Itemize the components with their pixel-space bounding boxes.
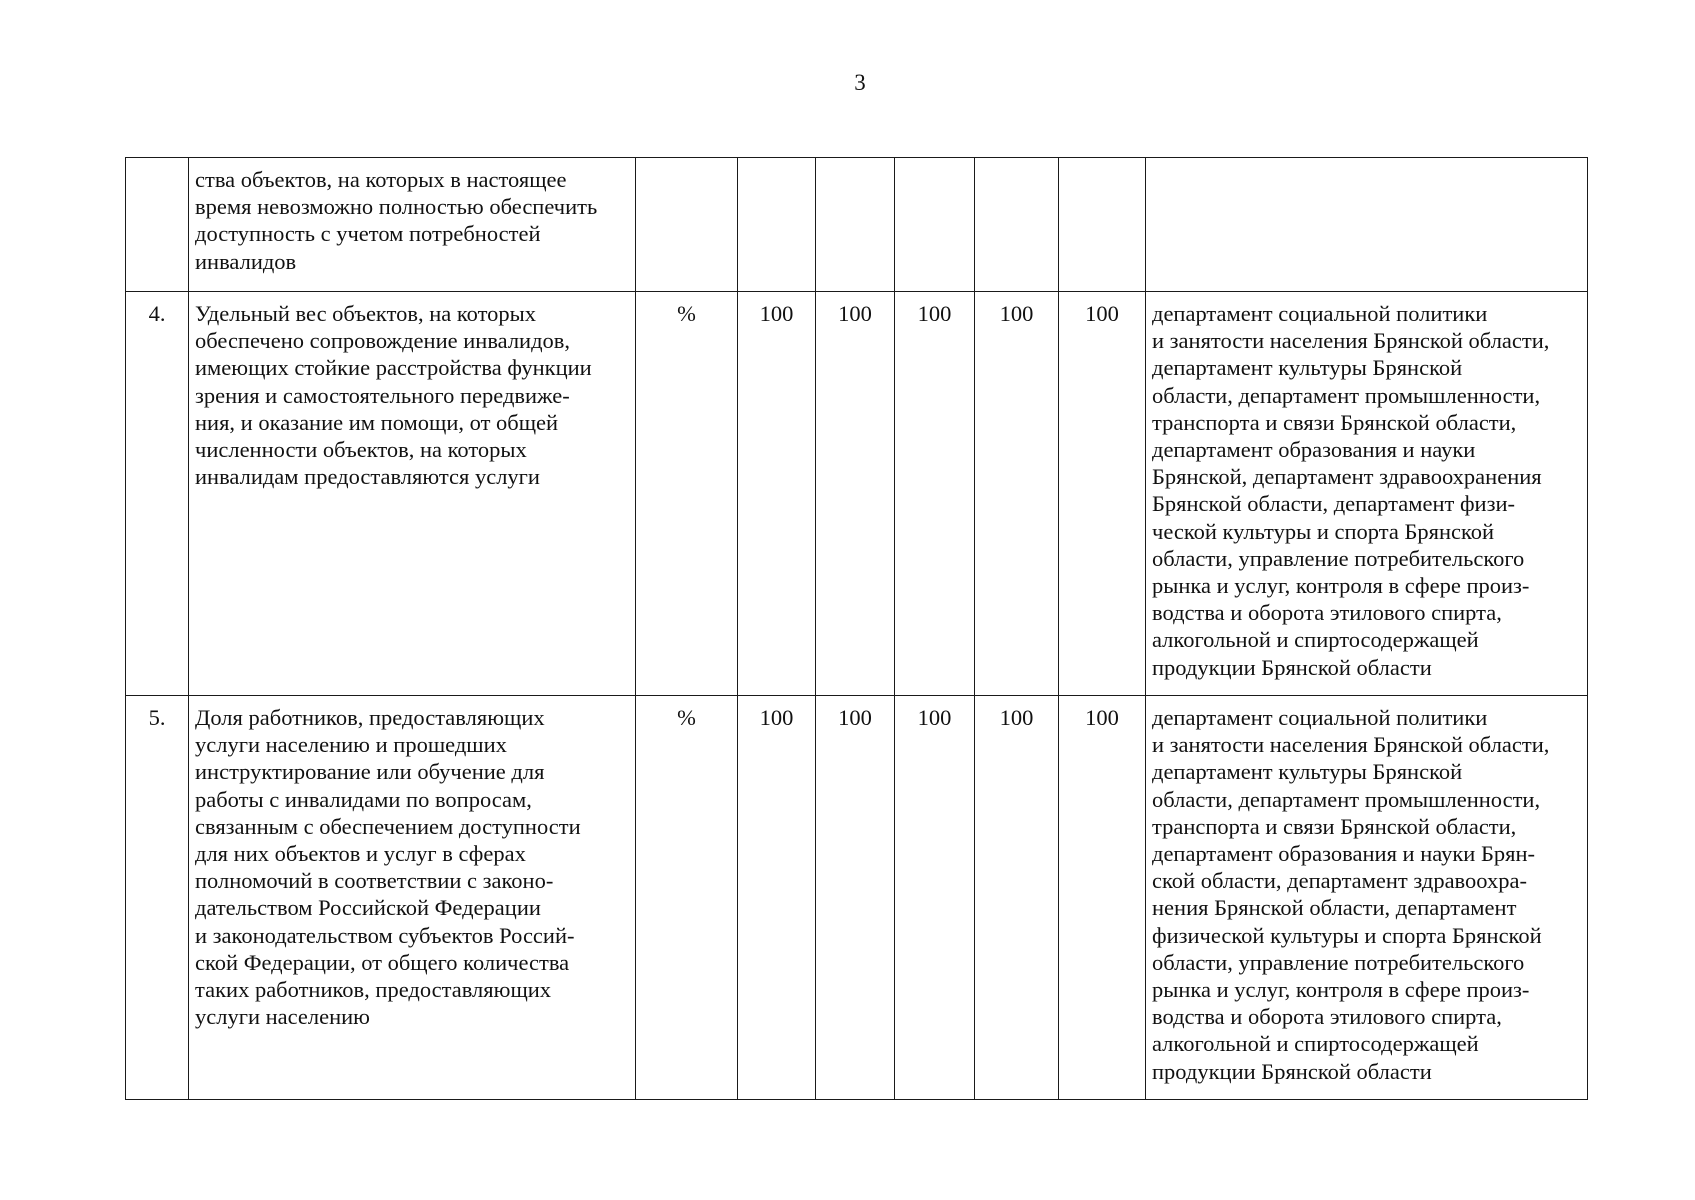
value-cell-5: 100 — [1059, 696, 1146, 1100]
executor-line: департамент социальной политики — [1152, 301, 1488, 326]
executors-cell — [1146, 158, 1588, 292]
value-cell-3: 100 — [895, 292, 975, 696]
description-line: обеспечено сопровождение инвалидов, — [195, 328, 571, 354]
executor-line: департамент образования и науки — [1152, 437, 1476, 463]
executor-line: Брянской, департамент здравоохранения — [1152, 464, 1542, 490]
unit-cell: % — [636, 696, 738, 1100]
description-line: Удельный вес объектов, на которых — [195, 301, 537, 326]
executor-line: области, департамент промышленности, — [1152, 786, 1541, 812]
executors-cell — [1146, 696, 1588, 1100]
executor-line: продукции Брянской области — [1152, 654, 1432, 680]
description-line: инвалидам предоставляются услуги — [195, 464, 540, 490]
description-line: имеющих стойкие расстройства функции — [195, 355, 592, 381]
description-line: зрения и самостоятельного передвиже- — [195, 382, 570, 408]
indicator-description-cell — [189, 292, 636, 696]
description-line: инструктирование или обучение для — [195, 759, 545, 785]
table-row — [126, 696, 1588, 1100]
executor-line: рынка и услуг, контроля в сфере произ- — [1152, 977, 1530, 1003]
executor-line: и занятости населения Брянской области, — [1152, 328, 1550, 354]
description-line: работы с инвалидами по вопросам, — [195, 786, 532, 812]
executor-line: ческой культуры и спорта Брянской — [1152, 518, 1495, 544]
page-number: 3 — [854, 70, 866, 95]
executor-line: водства и оборота этилового спирта, — [1152, 600, 1502, 626]
description-line: доступность с учетом потребностей — [195, 221, 541, 247]
value-cell-1 — [738, 158, 816, 292]
executor-line: департамент культуры Брянской — [1152, 355, 1463, 381]
indicator-description-cell — [189, 696, 636, 1100]
value-cell-2 — [816, 158, 895, 292]
value-cell-2: 100 — [816, 292, 895, 696]
executor-line: ской области, департамент здравоохра- — [1152, 868, 1527, 894]
value-cell-5 — [1059, 158, 1146, 292]
value-cell-2: 100 — [816, 696, 895, 1100]
value-cell-1: 100 — [738, 292, 816, 696]
executor-line: департамент образования и науки Брян- — [1152, 841, 1535, 867]
value-cell-4: 100 — [975, 292, 1059, 696]
value-cell-3: 100 — [895, 696, 975, 1100]
description-line: дательством Российской Федерации — [195, 895, 541, 921]
executor-line: области, управление потребительского — [1152, 949, 1525, 975]
description-line: инвалидов — [195, 248, 297, 274]
executor-line: области, управление потребительского — [1152, 545, 1525, 571]
executor-line: рынка и услуг, контроля в сфере произ- — [1152, 573, 1530, 599]
executor-line: алкогольной и спиртосодержащей — [1152, 627, 1479, 653]
unit-cell: % — [636, 292, 738, 696]
value-cell-1: 100 — [738, 696, 816, 1100]
executor-line: нения Брянской области, департамент — [1152, 895, 1517, 921]
executor-line: продукции Брянской области — [1152, 1058, 1432, 1084]
executor-line: алкогольной и спиртосодержащей — [1152, 1031, 1479, 1057]
description-line: Доля работников, предоставляющих — [195, 705, 545, 730]
executor-line: транспорта и связи Брянской области, — [1152, 409, 1517, 435]
executor-line: области, департамент промышленности, — [1152, 382, 1541, 408]
description-line: ства объектов, на которых в настоящее — [195, 167, 567, 192]
row-number-cell: 5. — [126, 696, 189, 1100]
indicator-description-cell — [189, 158, 636, 292]
description-line: услуги населению — [195, 1004, 370, 1030]
executor-line: и занятости населения Брянской области, — [1152, 732, 1550, 758]
indicators-table — [125, 157, 1588, 1100]
value-cell-5: 100 — [1059, 292, 1146, 696]
table-row — [126, 158, 1588, 292]
description-line: полномочий в соответствии с законо- — [195, 868, 554, 894]
executor-line: департамент социальной политики — [1152, 705, 1488, 730]
executor-line: департамент культуры Брянской — [1152, 759, 1463, 785]
value-cell-4 — [975, 158, 1059, 292]
executor-line: водства и оборота этилового спирта, — [1152, 1004, 1502, 1030]
table-body — [126, 158, 1588, 1100]
description-line: таких работников, предоставляющих — [195, 977, 552, 1003]
executor-line: Брянской области, департамент физи- — [1152, 491, 1515, 517]
description-line: ния, и оказание им помощи, от общей — [195, 409, 559, 435]
description-line: для них объектов и услуг в сферах — [195, 841, 526, 867]
description-line: численности объектов, на которых — [195, 437, 527, 463]
description-line: ской Федерации, от общего количества — [195, 949, 570, 975]
row-number-cell: 4. — [126, 292, 189, 696]
value-cell-4: 100 — [975, 696, 1059, 1100]
executors-cell — [1146, 292, 1588, 696]
executor-line: транспорта и связи Брянской области, — [1152, 813, 1517, 839]
value-cell-3 — [895, 158, 975, 292]
description-line: и законодательством субъектов Россий- — [195, 922, 575, 948]
description-line: связанным с обеспечением доступности — [195, 813, 581, 839]
description-line: время невозможно полностью обеспечить — [195, 194, 598, 220]
unit-cell — [636, 158, 738, 292]
description-line: услуги населению и прошедших — [195, 732, 507, 758]
row-number-cell — [126, 158, 189, 292]
table-row — [126, 292, 1588, 696]
executor-line: физической культуры и спорта Брянской — [1152, 922, 1542, 948]
